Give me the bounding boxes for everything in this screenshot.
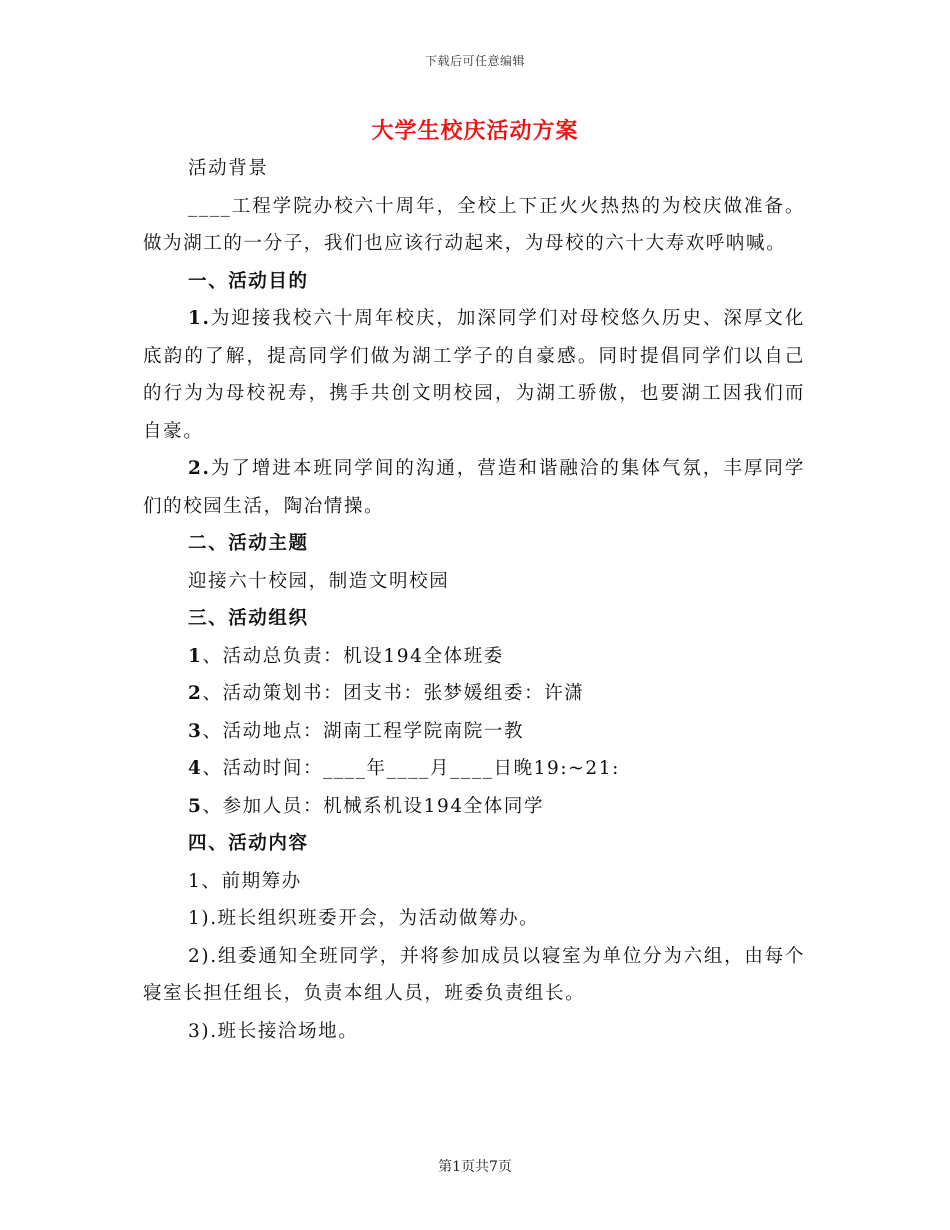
header-note: 下载后可任意编辑: [424, 54, 525, 68]
theme-text: 迎接六十校园，制造文明校园: [188, 570, 450, 592]
purpose-item-1: [143, 300, 805, 450]
content-subheading: 1、前期筹办: [188, 870, 302, 892]
organization-item: [143, 638, 805, 676]
content-step: 1).班长组织班委开会，为活动做筹办。: [188, 908, 540, 929]
purpose-item-2-text: 为了增进本班同学间的沟通，营造和谐融洽的集体气氛，丰厚同学们的校园生活，陶冶情操。: [143, 458, 805, 517]
organization-item-number: 2: [188, 683, 203, 704]
content-step: 3).班长接洽场地。: [188, 1020, 359, 1042]
organization-item: [143, 675, 805, 713]
purpose-item-2-number: 2.: [188, 458, 211, 479]
background-paragraph: ____工程学院办校六十周年，全校上下正火火热热的为校庆做准备。做为湖工的一分子，我们也应该行动起来，为母校的六十大寿欢呼呐喊。: [143, 195, 805, 254]
page-number-footer: 第1页共7页: [438, 1159, 512, 1175]
organization-item-number: 4: [188, 758, 203, 779]
organization-item-number: 1: [188, 645, 203, 667]
organization-item-number: 3: [188, 720, 203, 742]
organization-item-text: 、活动策划书：团支书：张梦媛组委：许潇: [202, 683, 585, 704]
organization-item-text: 、参加人员：机械系机设194全体同学: [202, 795, 545, 817]
document-body: [143, 150, 805, 1050]
document-title: 大学生校庆活动方案: [371, 118, 579, 144]
background-heading: 活动背景: [188, 158, 269, 179]
organization-item-text: 、活动时间：____年____月____日晚19:~21:: [202, 758, 620, 779]
purpose-item-1-text: 为迎接我校六十周年校庆，加深同学们对母校悠久历史、深厚文化底韵的了解，提高同学们做为湖工学子的自豪感。同时提倡同学们以自己的行为为母校祝寿，携手共创文明校园，为湖工骄傲，也要湖工因我们而自豪。: [143, 308, 805, 442]
organization-item-text: 、活动总负责：机设194全体班委: [202, 645, 504, 667]
section-heading-theme: 二、活动主题: [188, 533, 309, 554]
organization-item: [143, 788, 805, 826]
content-step: 2).组委通知全班同学，并将参加成员以寝室为单位分为六组，由每个寝室长担任组长，负责本组人员，班委负责组长。: [143, 945, 805, 1004]
organization-item: [143, 713, 805, 751]
purpose-item-1-number: 1.: [188, 308, 211, 329]
purpose-item-2: [143, 450, 805, 525]
organization-item-number: 5: [188, 795, 203, 817]
organization-item: [143, 750, 805, 788]
organization-item-text: 、活动地点：湖南工程学院南院一教: [202, 720, 525, 742]
section-heading-purpose: 一、活动目的: [188, 270, 309, 292]
section-heading-organization: 三、活动组织: [188, 608, 309, 629]
section-heading-content: 四、活动内容: [188, 833, 309, 854]
